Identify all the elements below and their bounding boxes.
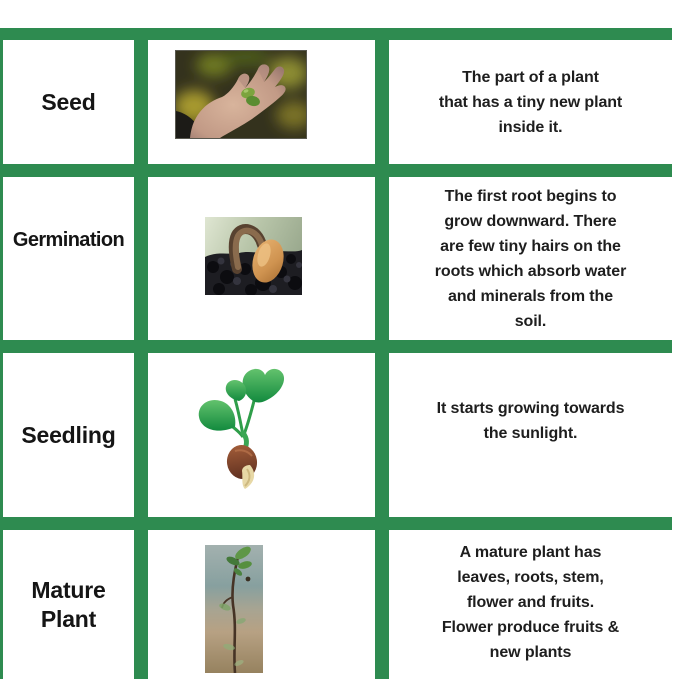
stage-label-seedling: Seedling <box>21 421 116 448</box>
germinating-seed-in-soil-photo <box>205 217 302 295</box>
description-cell-mature-plant <box>389 530 672 679</box>
description-cell-seedling <box>389 353 672 517</box>
description-seed: The part of a plant that has a tiny new plant inside it. <box>438 68 623 136</box>
image-cell-seed <box>148 40 375 164</box>
young-mature-plant-photo <box>205 545 263 673</box>
image-cell-mature-plant <box>148 530 375 679</box>
stage-label-germination: Germination <box>12 229 125 251</box>
grid-line-horizontal-1 <box>0 28 672 40</box>
image-cell-germination <box>148 177 375 340</box>
description-cell-germination <box>389 177 672 340</box>
stage-label-cell-seedling <box>3 353 134 517</box>
stage-label-cell-mature-plant <box>3 530 134 679</box>
description-seedling: It starts growing towards the sunlight. <box>436 400 625 442</box>
hand-holding-seeds-photo <box>175 50 307 139</box>
seedling-sprout-illustration <box>195 365 285 490</box>
stage-label-seed: Seed <box>41 88 96 115</box>
stage-label-cell-germination <box>3 177 134 340</box>
grid-line-horizontal-3 <box>0 340 672 353</box>
grid-line-vertical-2 <box>375 28 389 679</box>
description-mature-plant: A mature plant has leaves, roots, stem, flower and fruits. Flower produce fruits & new plants <box>441 544 620 661</box>
grid-line-vertical-1 <box>134 28 148 679</box>
grid-line-horizontal-2 <box>0 164 672 177</box>
description-cell-seed <box>389 40 672 164</box>
grid-line-horizontal-4 <box>0 517 672 530</box>
description-germination: The first root begins to grow downward. There are few tiny hairs on the roots which absorb water and minerals from the soil. <box>434 187 627 330</box>
image-cell-seedling <box>148 353 375 517</box>
stage-label-mature-plant: Mature Plant <box>31 576 106 632</box>
stage-label-cell-seed <box>3 40 134 164</box>
